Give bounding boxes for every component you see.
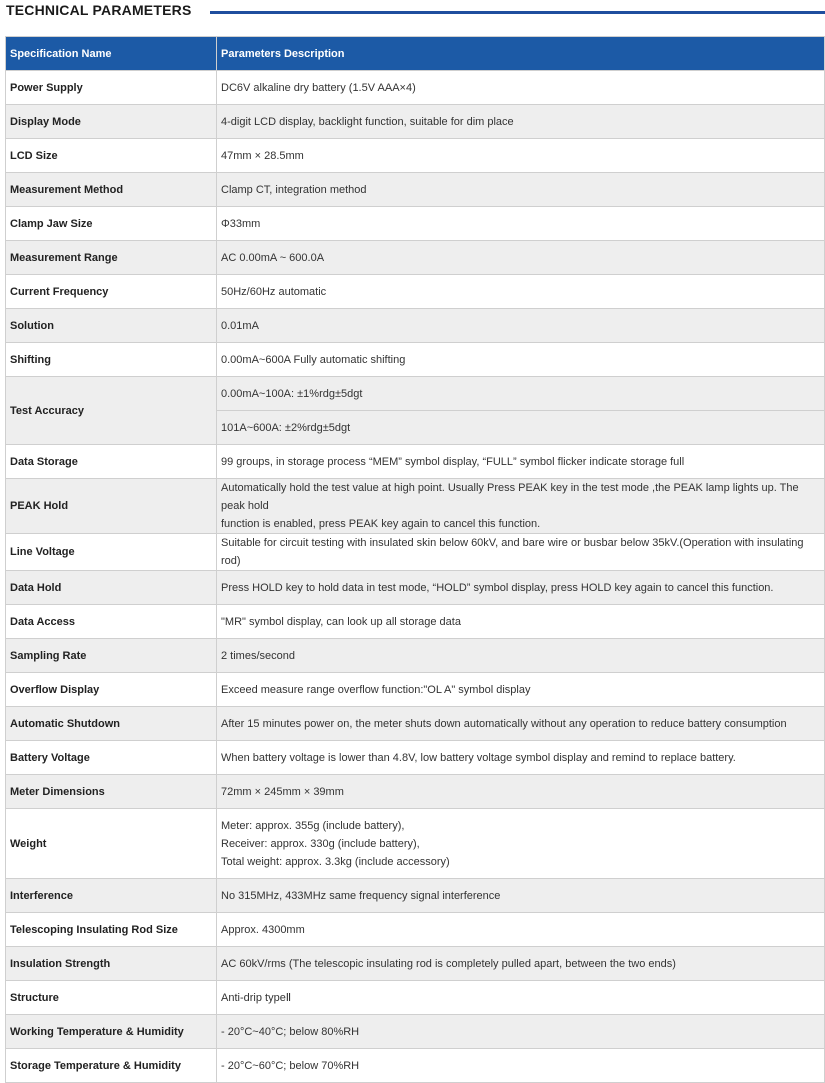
spec-name-cell: Insulation Strength <box>6 947 217 981</box>
description-line: Φ33mm <box>221 217 261 230</box>
spec-name-cell: Line Voltage <box>6 534 217 571</box>
spec-description-cell <box>217 775 825 809</box>
spec-name-cell: Storage Temperature & Humidity <box>6 1049 217 1083</box>
description-line: 0.00mA~600A Fully automatic shifting <box>221 353 406 366</box>
spec-description-cell <box>217 275 825 309</box>
spec-name-cell: Structure <box>6 981 217 1015</box>
table-row <box>6 809 825 879</box>
table-row <box>6 139 825 173</box>
table-row <box>6 534 825 571</box>
spec-description-cell <box>217 207 825 241</box>
spec-name-cell: Overflow Display <box>6 673 217 707</box>
description-line: 72mm × 245mm × 39mm <box>221 785 344 798</box>
spec-description-cell <box>217 445 825 479</box>
description-line: DC6V alkaline dry battery (1.5V AAA×4) <box>221 81 416 94</box>
table-row <box>6 981 825 1015</box>
spec-description-cell <box>217 879 825 913</box>
spec-description-cell <box>217 673 825 707</box>
spec-description-cell <box>217 241 825 275</box>
description-line: AC 60kV/rms (The telescopic insulating rod is completely pulled apart, between the two ends) <box>221 957 676 970</box>
spec-name-cell: Measurement Range <box>6 241 217 275</box>
spec-description-cell <box>217 947 825 981</box>
spec-description-cell <box>217 71 825 105</box>
section-header <box>0 0 825 36</box>
spec-description-cell <box>217 1015 825 1049</box>
description-line: AC 0.00mA ~ 600.0A <box>221 251 325 264</box>
spec-description-cell <box>217 913 825 947</box>
spec-description-cell <box>217 534 825 571</box>
description-line: - 20°C~40°C; below 80%RH <box>221 1025 360 1038</box>
spec-description-cell <box>217 309 825 343</box>
table-row <box>6 1015 825 1049</box>
spec-name-cell: Telescoping Insulating Rod Size <box>6 913 217 947</box>
spec-name-cell: Automatic Shutdown <box>6 707 217 741</box>
table-row <box>6 947 825 981</box>
table-header-row <box>6 37 825 71</box>
spec-name-cell: Data Access <box>6 605 217 639</box>
table-row <box>6 673 825 707</box>
table-row <box>6 879 825 913</box>
page-title: TECHNICAL PARAMETERS <box>6 2 192 18</box>
spec-name-cell: LCD Size <box>6 139 217 173</box>
table-row <box>6 775 825 809</box>
table-row <box>6 571 825 605</box>
table-row <box>6 639 825 673</box>
spec-name-cell: Data Storage <box>6 445 217 479</box>
spec-description-cell <box>217 707 825 741</box>
table-row <box>6 173 825 207</box>
spec-description-cell: 101A~600A: ±2%rdg±5dgt <box>217 411 825 445</box>
table-row <box>6 741 825 775</box>
spec-description-cell <box>217 571 825 605</box>
description-line: Clamp CT, integration method <box>221 183 367 196</box>
description-line: Meter: approx. 355g (include battery), <box>221 819 405 832</box>
spec-name-cell: Meter Dimensions <box>6 775 217 809</box>
column-header-description: Parameters Description <box>217 37 825 71</box>
description-line: 2 times/second <box>221 649 295 662</box>
table-row <box>6 479 825 534</box>
table-row <box>6 241 825 275</box>
table-row <box>6 207 825 241</box>
spec-name-cell: Battery Voltage <box>6 741 217 775</box>
column-header-spec-name: Specification Name <box>6 37 217 71</box>
table-body <box>6 71 825 1083</box>
table-row <box>6 105 825 139</box>
description-line: - 20°C~60°C; below 70%RH <box>221 1059 360 1072</box>
table-row <box>6 445 825 479</box>
spec-description-cell <box>217 639 825 673</box>
spec-name-cell: Measurement Method <box>6 173 217 207</box>
table-row <box>6 605 825 639</box>
description-line: Anti-drip typeⅡ <box>221 991 292 1004</box>
description-line: Automatically hold the test value at high point. Usually Press PEAK key in the test mode ,the PEAK lamp lights up. The peak hold <box>221 482 799 512</box>
spec-description-cell <box>217 741 825 775</box>
spec-description-cell <box>217 1049 825 1083</box>
spec-name-cell: Clamp Jaw Size <box>6 207 217 241</box>
table-row <box>6 275 825 309</box>
description-line: 0.01mA <box>221 319 259 332</box>
spec-name-cell: Solution <box>6 309 217 343</box>
description-line: When battery voltage is lower than 4.8V, low battery voltage symbol display and remind to replace battery. <box>221 751 736 764</box>
description-line: No 315MHz, 433MHz same frequency signal interference <box>221 889 501 902</box>
spec-name-cell: Weight <box>6 809 217 879</box>
spec-name-cell: Sampling Rate <box>6 639 217 673</box>
spec-name-cell: Working Temperature & Humidity <box>6 1015 217 1049</box>
description-line: 50Hz/60Hz automatic <box>221 285 327 298</box>
spec-description-cell <box>217 605 825 639</box>
spec-name-cell: Interference <box>6 879 217 913</box>
table-row <box>6 71 825 105</box>
description-line: After 15 minutes power on, the meter shuts down automatically without any operation to reduce battery consumption <box>221 717 787 730</box>
spec-description-cell <box>217 173 825 207</box>
spec-description-cell <box>217 981 825 1015</box>
spec-name-cell: PEAK Hold <box>6 479 217 534</box>
description-line: Total weight: approx. 3.3kg (include accessory) <box>221 855 450 868</box>
description-line: Approx. 4300mm <box>221 923 305 936</box>
spec-name-cell: Display Mode <box>6 105 217 139</box>
spec-description-cell <box>217 105 825 139</box>
description-line: Suitable for circuit testing with insulated skin below 60kV, and bare wire or busbar below 35kV.(Operation with insulating rod) <box>221 537 804 567</box>
description-line: "MR" symbol display, can look up all storage data <box>221 615 461 628</box>
description-line: 4-digit LCD display, backlight function, suitable for dim place <box>221 115 514 128</box>
table-row <box>6 1049 825 1083</box>
table-row <box>6 343 825 377</box>
spec-name-cell: Data Hold <box>6 571 217 605</box>
description-line: function is enabled, press PEAK key again to cancel this function. <box>221 518 541 530</box>
description-line: Exceed measure range overflow function:"OL A" symbol display <box>221 683 531 696</box>
description-line: 47mm × 28.5mm <box>221 149 304 162</box>
table-row <box>6 309 825 343</box>
spec-table <box>5 36 825 1083</box>
spec-description-cell <box>217 343 825 377</box>
spec-description-cell <box>217 809 825 879</box>
description-line: 99 groups, in storage process “MEM” symbol display, “FULL” symbol flicker indicate storage full <box>221 455 685 468</box>
spec-name-cell: Current Frequency <box>6 275 217 309</box>
spec-description-cell <box>217 139 825 173</box>
spec-description-cell <box>217 479 825 534</box>
description-line: Press HOLD key to hold data in test mode, “HOLD” symbol display, press HOLD key again to cancel this function. <box>221 581 774 594</box>
spec-name-cell: Power Supply <box>6 71 217 105</box>
spec-description-cell: 0.00mA~100A: ±1%rdg±5dgt <box>217 377 825 411</box>
title-divider <box>210 11 825 14</box>
spec-name-cell: Test Accuracy <box>6 377 217 445</box>
table-row <box>6 377 825 411</box>
spec-name-cell: Shifting <box>6 343 217 377</box>
description-line: Receiver: approx. 330g (include battery), <box>221 837 420 850</box>
table-row <box>6 913 825 947</box>
table-row <box>6 707 825 741</box>
